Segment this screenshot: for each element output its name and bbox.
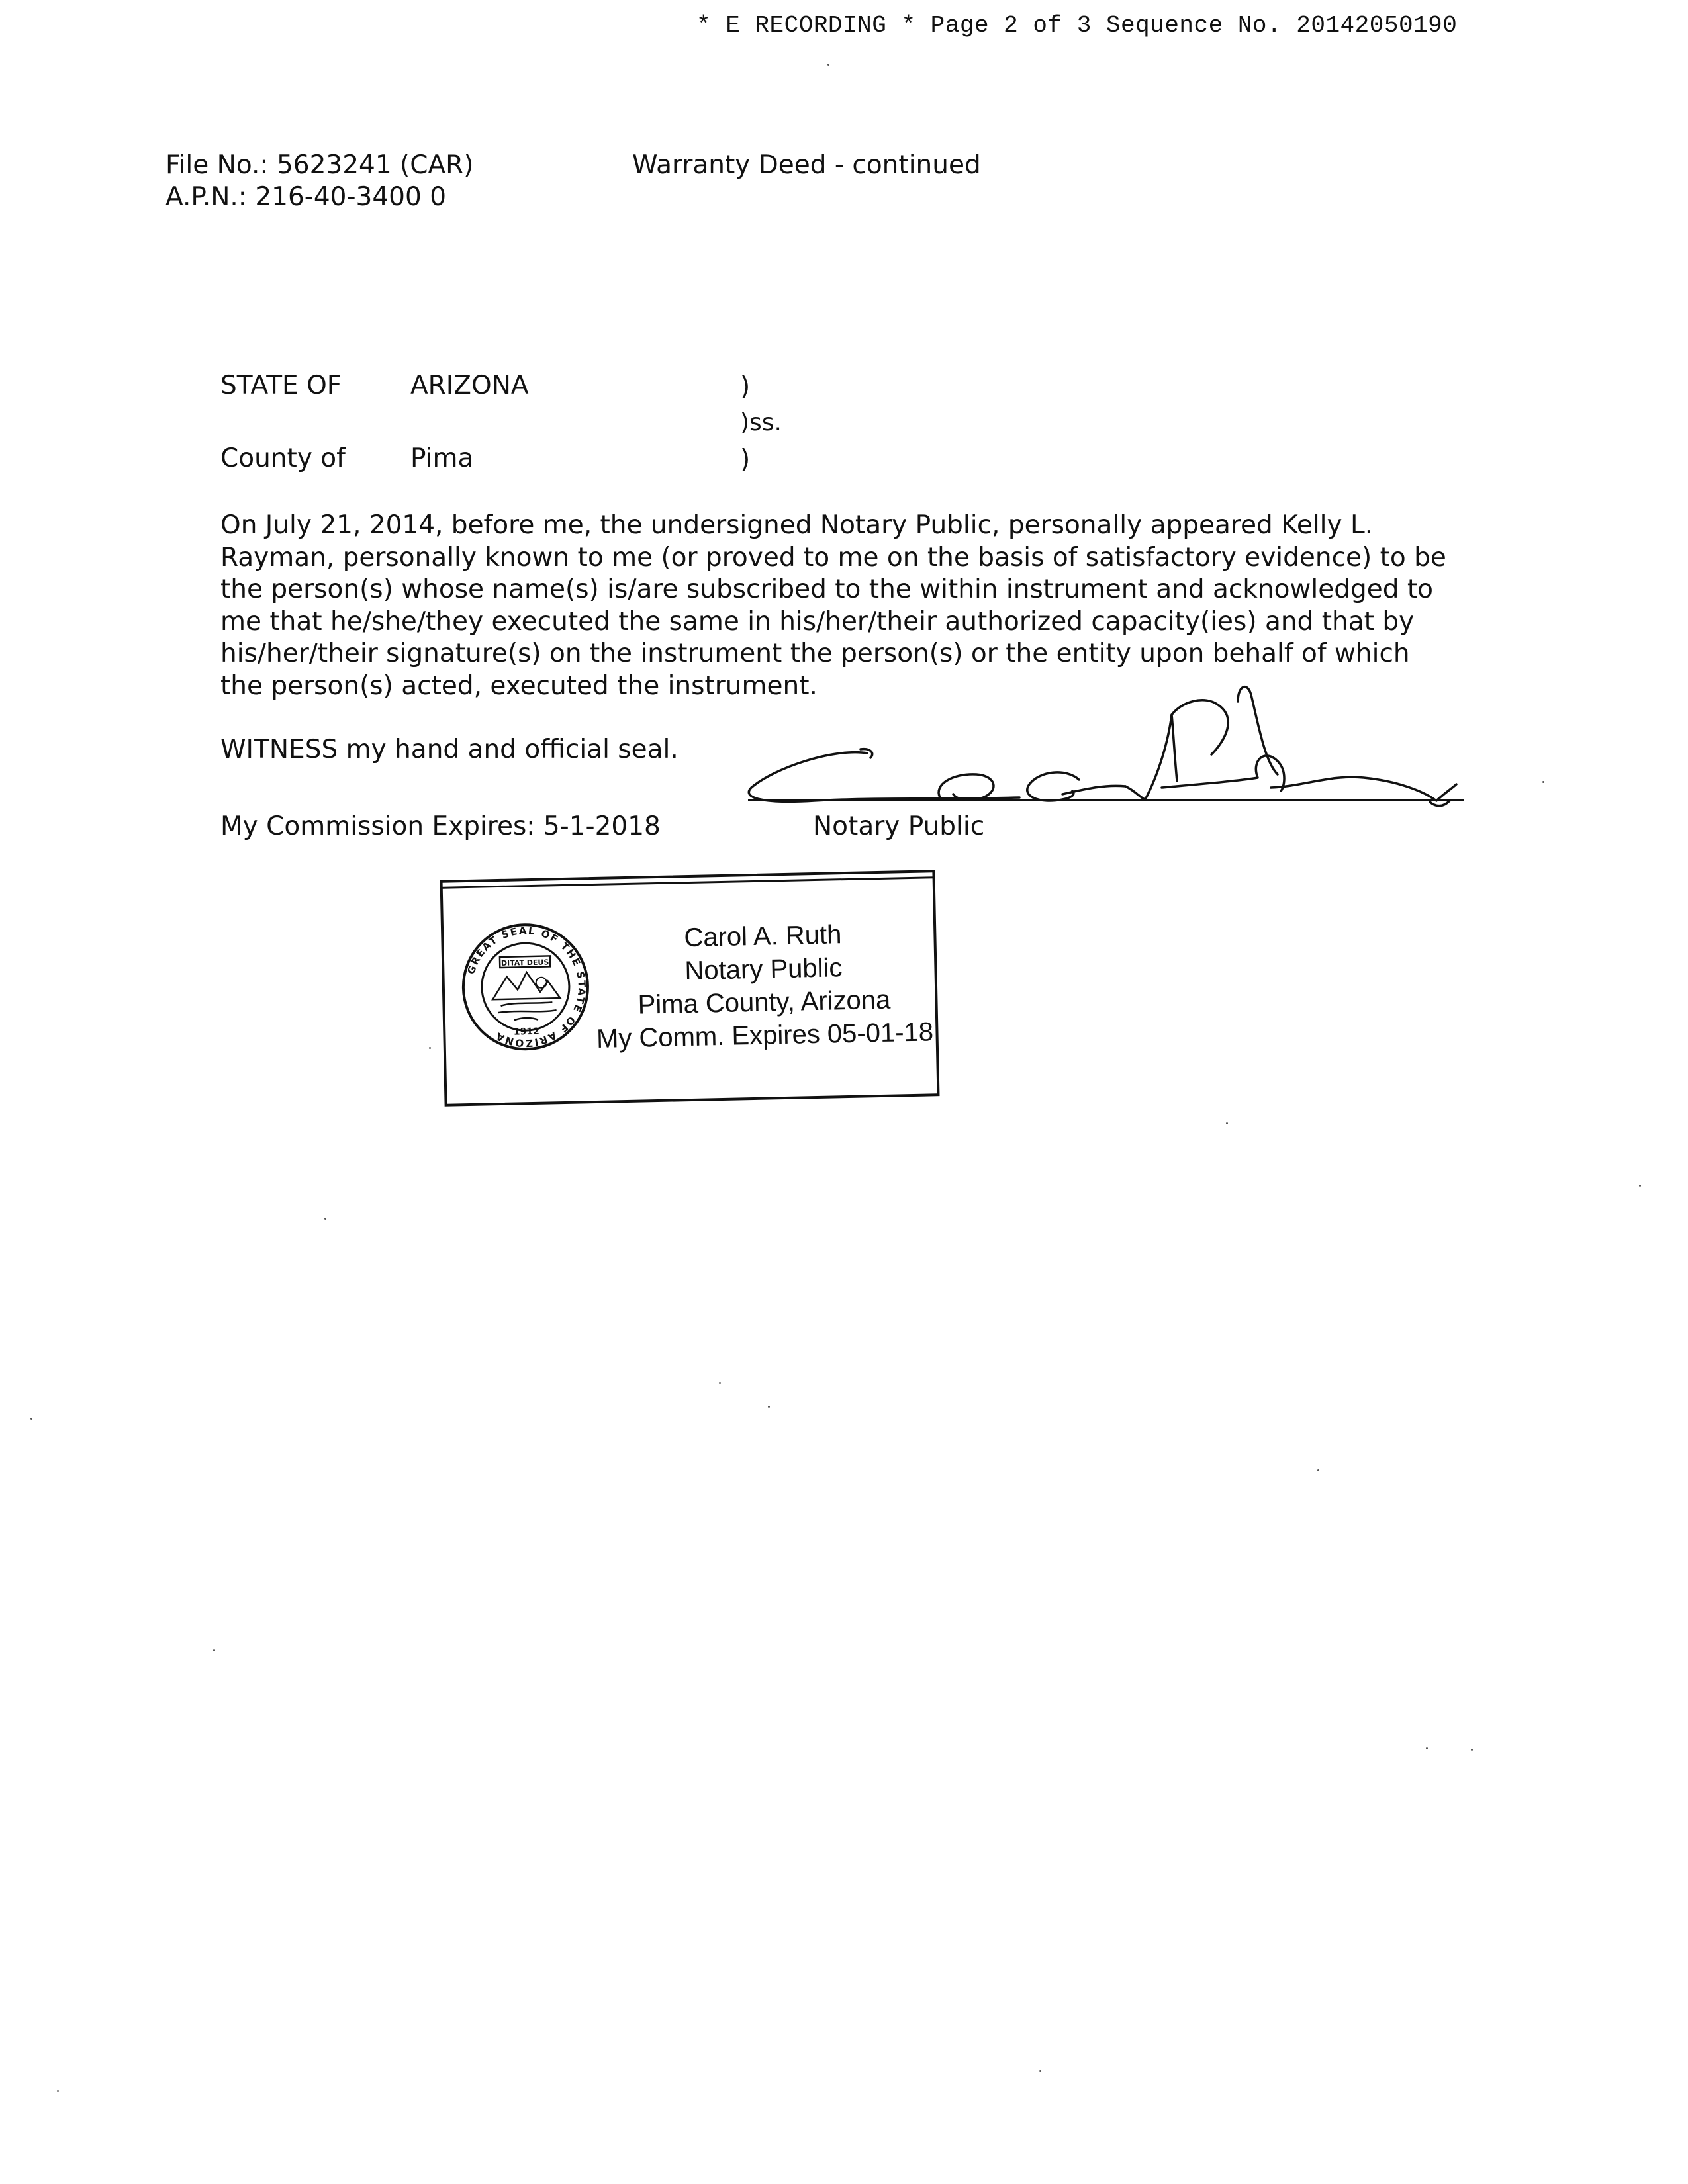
svg-text:GREAT SEAL OF THE STATE OF ARI: GREAT SEAL OF THE STATE OF ARIZONA (465, 925, 588, 1050)
venue-paren-open: ) (740, 372, 751, 402)
scan-speck (768, 1406, 770, 1408)
stamp-text-block (590, 916, 937, 1056)
scan-speck (1039, 2070, 1041, 2072)
stamp-notary-name: Carol A. Ruth (683, 920, 842, 953)
witness-line: WITNESS my hand and official seal. (220, 735, 679, 764)
arizona-seal-icon (458, 919, 593, 1054)
stamp-county-state: Pima County, Arizona (637, 985, 891, 1020)
scan-speck (1426, 1747, 1428, 1749)
apn-number: A.P.N.: 216-40-3400 0 (165, 182, 447, 212)
scan-speck (429, 1047, 431, 1049)
notary-stamp (440, 870, 940, 1107)
scan-speck (1317, 1469, 1319, 1471)
scan-speck (30, 1418, 32, 1420)
scan-speck (719, 1382, 721, 1384)
scan-speck (324, 1218, 326, 1220)
state-value: ARIZONA (410, 371, 529, 400)
recording-header: * E RECORDING * Page 2 of 3 Sequence No. 20142050190 (696, 12, 1458, 39)
venue-ss: )ss. (740, 409, 782, 436)
scan-speck (827, 64, 829, 66)
commission-expires: My Commission Expires: 5-1-2018 (220, 811, 661, 841)
venue-paren-close: ) (740, 445, 751, 475)
scan-speck (57, 2090, 59, 2092)
notary-public-label: Notary Public (813, 811, 985, 841)
stamp-expires: My Comm. Expires 05-01-18 (596, 1017, 934, 1054)
county-label: County of (220, 443, 346, 473)
scan-speck (1226, 1122, 1228, 1124)
scan-speck (1471, 1749, 1473, 1751)
state-label: STATE OF (220, 371, 342, 400)
svg-text:1912: 1912 (513, 1026, 539, 1038)
file-number: File No.: 5623241 (CAR) (165, 150, 474, 180)
scan-speck (1639, 1185, 1641, 1187)
county-value: Pima (410, 443, 474, 473)
scan-speck (1542, 781, 1544, 783)
stamp-title: Notary Public (684, 953, 843, 986)
document-title: Warranty Deed - continued (632, 150, 981, 180)
acknowledgment-paragraph: On July 21, 2014, before me, the undersigned Notary Public, personally appeared Kelly L. Rayman, personally known to me (or proved to me on the basis of satisfactory evidence) to be the person(s) whose name(s) is/are subscribed to the within instrument and acknowledged to me that he/she/they executed the same in his/her/their authorized capacity(ies) and that by his/her/their signature(s) on the instrument the person(s) or the entity upon behalf of which the person(s) acted, executed the instrument. (220, 510, 1446, 701)
scan-speck (213, 1649, 215, 1651)
svg-text:DITAT DEUS: DITAT DEUS (500, 958, 549, 968)
